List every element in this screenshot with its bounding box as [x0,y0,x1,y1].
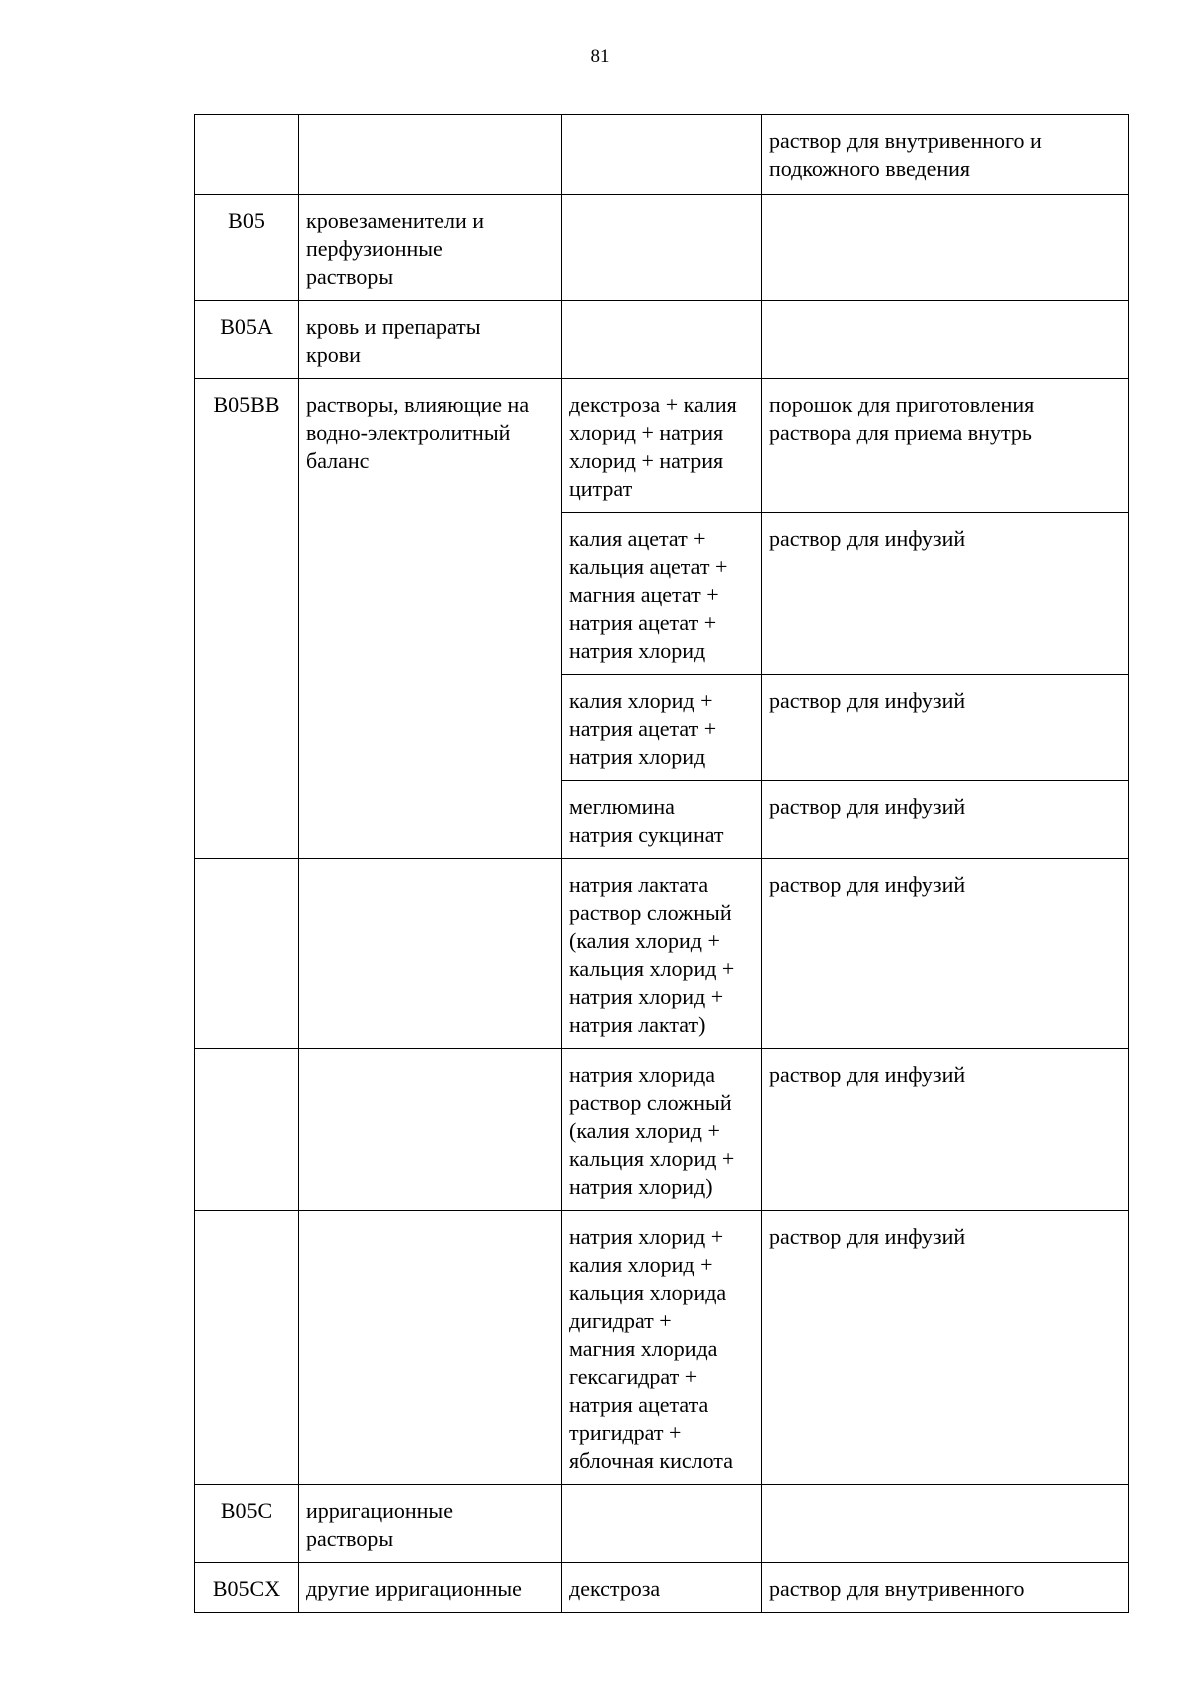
drug-name-cell [562,1049,762,1211]
drug-name-cell-text: натрия лактата раствор сложный (калия хлорид + кальция хлорид + натрия хлорид + натрия лактат) [569,872,735,1037]
dosage-form-cell [762,1563,1129,1613]
drug-name-cell-text: декстроза [569,1576,661,1601]
atc-code-cell-text: B05CX [212,1576,281,1601]
group-cell [299,1211,562,1485]
atc-code-cell-text: B05C [220,1498,273,1523]
table-row [195,1485,1129,1563]
table-row [195,379,1129,513]
drug-name-cell [562,1485,762,1563]
drug-name-cell-text: калия хлорид + натрия ацетат + натрия хлорид [569,688,717,769]
atc-code-cell-text: B05 [228,208,265,233]
drug-name-cell-text: калия ацетат + кальция ацетат + магния ацетат + натрия ацетат + натрия хлорид [569,526,728,663]
dosage-form-cell-text: раствор для инфузий [769,1062,966,1087]
table-row [195,1049,1129,1211]
dosage-form-cell [762,301,1129,379]
dosage-form-cell [762,1049,1129,1211]
group-cell [299,1485,562,1563]
atc-code-cell [195,379,299,859]
dosage-form-cell [762,781,1129,859]
group-cell-text: другие ирригационные [306,1576,522,1601]
drug-name-cell [562,781,762,859]
atc-code-cell [195,1563,299,1613]
atc-code-cell [195,859,299,1049]
drug-table [194,114,1129,1613]
group-cell [299,115,562,195]
group-cell-text: кровезаменители и перфузионные растворы [306,208,485,289]
group-cell [299,1563,562,1613]
drug-name-cell [562,379,762,513]
dosage-form-cell-text: раствор для инфузий [769,872,966,897]
dosage-form-cell [762,379,1129,513]
atc-code-cell-text: B05BB [213,392,280,417]
group-cell [299,301,562,379]
atc-code-cell-text: B05A [220,314,273,339]
drug-name-cell [562,301,762,379]
atc-code-cell [195,301,299,379]
atc-code-cell [195,1049,299,1211]
dosage-form-cell [762,115,1129,195]
drug-name-cell [562,675,762,781]
drug-name-cell-text: меглюмина натрия сукцинат [569,794,724,847]
table-row [195,195,1129,301]
drug-name-cell [562,195,762,301]
drug-name-cell [562,1211,762,1485]
dosage-form-cell-text: порошок для приготовления раствора для приема внутрь [769,392,1035,445]
drug-name-cell [562,513,762,675]
drug-name-cell-text: декстроза + калия хлорид + натрия хлорид + натрия цитрат [569,392,737,501]
dosage-form-cell [762,675,1129,781]
table-row [195,1211,1129,1485]
group-cell [299,195,562,301]
drug-name-cell [562,115,762,195]
atc-code-cell [195,1485,299,1563]
dosage-form-cell [762,195,1129,301]
dosage-form-cell [762,859,1129,1049]
dosage-form-cell [762,1485,1129,1563]
group-cell-text: ирригационные растворы [306,1498,453,1551]
table-row [195,301,1129,379]
group-cell-text: кровь и препараты крови [306,314,481,367]
drug-name-cell [562,1563,762,1613]
dosage-form-cell-text: раствор для инфузий [769,1224,966,1249]
drug-name-cell-text: натрия хлорид + калия хлорид + кальция хлорида дигидрат + магния хлорида гексагидрат + натрия ацетата тригидрат + яблочная кислота [569,1224,733,1473]
group-cell-text: растворы, влияющие на водно-электролитный баланс [306,392,530,473]
dosage-form-cell-text: раствор для внутривенного [769,1576,1025,1601]
table-row [195,859,1129,1049]
table-row [195,1563,1129,1613]
drug-name-cell-text: натрия хлорида раствор сложный (калия хлорид + кальция хлорид + натрия хлорид) [569,1062,735,1199]
drug-name-cell [562,859,762,1049]
table-row [195,115,1129,195]
dosage-form-cell [762,513,1129,675]
dosage-form-cell-text: раствор для внутривенного и подкожного введения [769,128,1042,181]
table-body [195,115,1129,1613]
atc-code-cell [195,1211,299,1485]
group-cell [299,859,562,1049]
dosage-form-cell [762,1211,1129,1485]
atc-code-cell [195,195,299,301]
dosage-form-cell-text: раствор для инфузий [769,794,966,819]
page-number: 81 [590,46,610,67]
group-cell [299,1049,562,1211]
dosage-form-cell-text: раствор для инфузий [769,526,966,551]
dosage-form-cell-text: раствор для инфузий [769,688,966,713]
group-cell [299,379,562,859]
atc-code-cell [195,115,299,195]
